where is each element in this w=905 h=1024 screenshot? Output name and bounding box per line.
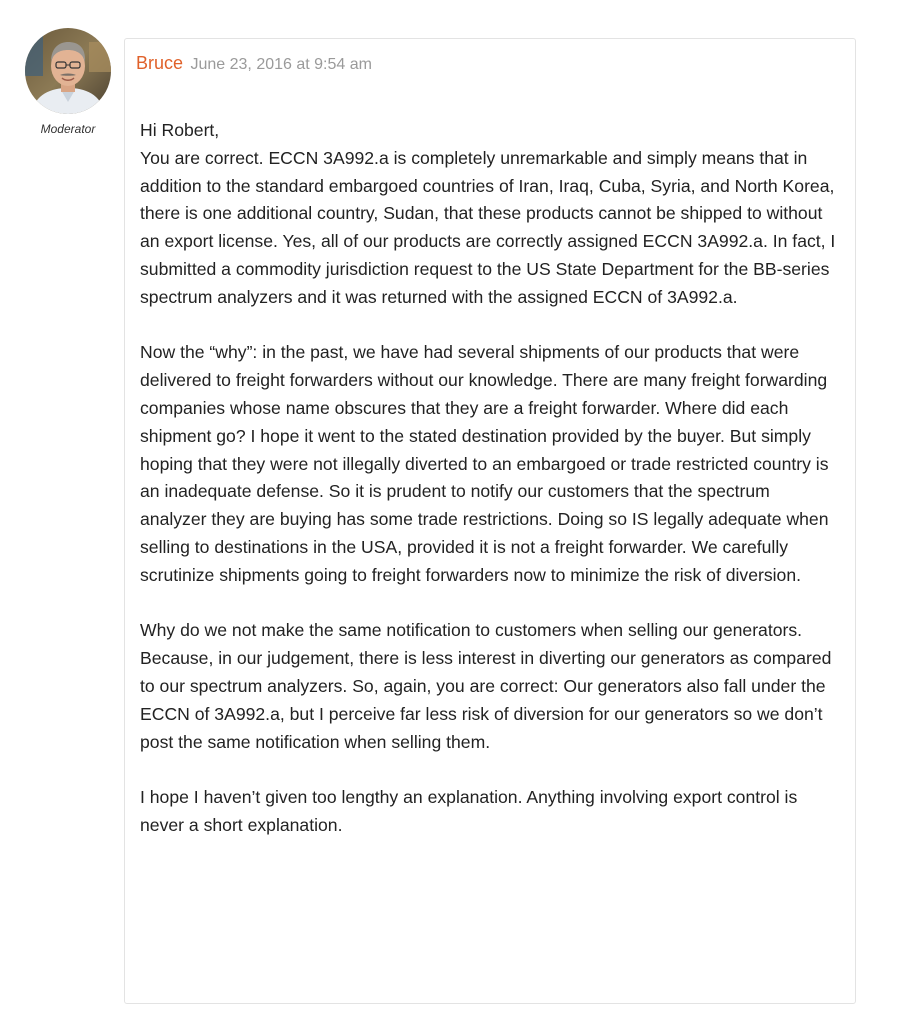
comment-author-column [20,28,116,136]
comment-date[interactable]: June 23, 2016 at 9:54 am [190,56,372,73]
author-role-label: Moderator [40,122,96,136]
comment-card [124,38,856,1004]
comment-paragraph: Now the “why”: in the past, we have had several shipments of our products that were delivered to freight forwarders without our knowledge. There are many freight forwarding companies whose name obscures that they are a freight forwarder. Where did each shipment go? I hope it went to the stated destination provided by the buyer. But simply hoping that they were not illegally diverted to an embargoed or trade restricted country is an inadequate defense. So it is prudent to notify our customers that the spectrum analyzer they are buying has some trade restrictions. Doing so IS legally adequate when selling to destinations in the USA, provided it is not a freight forwarder. We carefully scrutinize shipments going to freight forwarders now to minimize the risk of diversion. [140,342,829,585]
comment-paragraph: Hi Robert, You are correct. ECCN 3A992.a is completely unremarkable and simply means that in addition to the standard embargoed countries of Iran, Iraq, Cuba, Syria, and North Korea, there is one additional country, Sudan, that these products cannot be shipped to without an export license. Yes, all of our products are correctly assigned ECCN 3A992.a. In fact, I submitted a commodity jurisdiction request to the US State Department for the BB-series spectrum analyzers and it was returned with the assigned ECCN of 3A992.a. [140,120,836,307]
comment-paragraph: Why do we not make the same notification to customers when selling our generators. Because, in our judgement, there is less interest in diverting our generators as compared to our spectrum analyzers. So, again, you are correct: Our generators also fall under the ECCN of 3A992.a, but I perceive far less risk of diversion for our generators so we don’t post the same notification when selling them. [140,620,832,752]
comment-paragraph: I hope I haven’t given too lengthy an explanation. Anything involving export control is never a short explanation. [140,787,798,835]
avatar[interactable] [25,28,111,114]
comment-header [136,53,372,74]
comment-body [140,117,836,840]
user-avatar-icon [25,28,111,114]
author-name-link[interactable]: Bruce [136,53,184,73]
